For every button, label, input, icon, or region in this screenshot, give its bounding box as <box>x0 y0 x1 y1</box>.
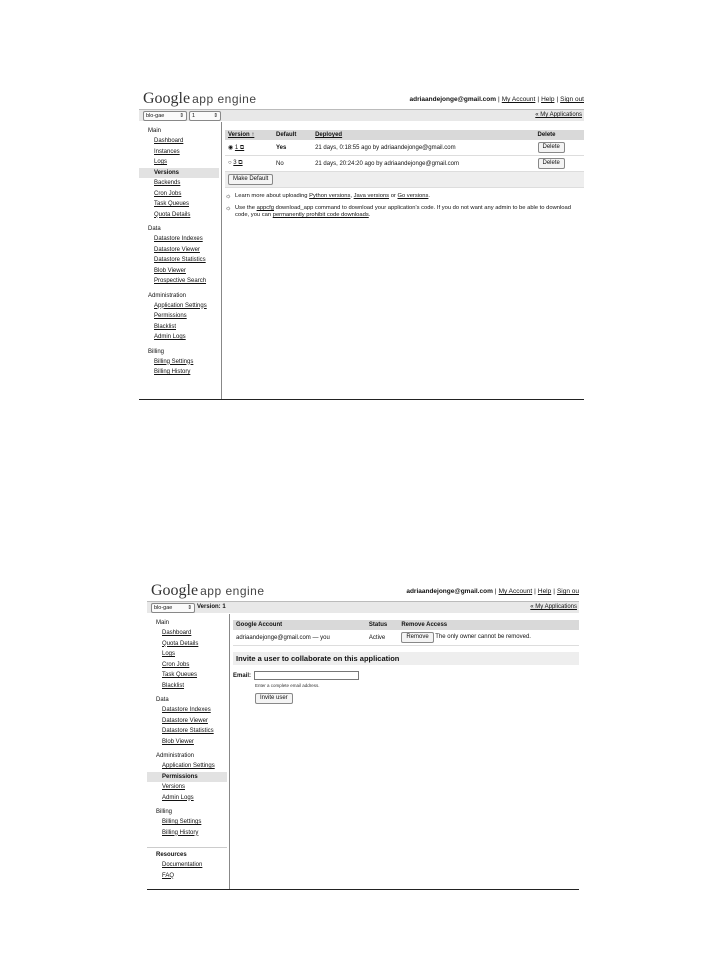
download-note: ☼ Use the appcfg download_app command to download your application's code. If you do not want any admin to be able to download code, you can permanently prohibit code downloads. <box>225 205 571 218</box>
sidebar-item-dashboard[interactable]: Dashboard <box>154 138 184 144</box>
sidebar-item-backends[interactable]: Backends <box>154 180 181 186</box>
sidebar-item-blob-viewer[interactable]: Blob Viewer <box>162 738 194 745</box>
deployed-column-header[interactable]: Deployed <box>312 130 534 140</box>
sidebar-item-billing-settings[interactable]: Billing Settings <box>162 819 202 825</box>
remove-access-column-header: Remove Access <box>398 620 579 630</box>
sidebar-group-administration: Administration <box>148 292 187 299</box>
table-row <box>225 140 584 156</box>
sign-out-link[interactable]: Sign ou <box>556 588 579 595</box>
my-applications-link[interactable]: « My Applications <box>530 604 577 610</box>
help-link[interactable]: Help <box>537 588 552 595</box>
table-header <box>225 130 584 140</box>
lightbulb-icon: ☼ <box>225 205 232 212</box>
sidebar-item-task-queues[interactable]: Task Queues <box>154 201 190 207</box>
sidebar-divider <box>221 122 222 400</box>
bottom-rule <box>139 399 584 400</box>
radio-selected-icon[interactable]: ◉ <box>228 144 234 151</box>
sidebar-item-versions[interactable]: Versions <box>162 784 186 790</box>
sidebar <box>139 122 219 400</box>
sidebar <box>147 614 227 890</box>
version-cell <box>225 140 273 156</box>
sidebar-item-blacklist[interactable]: Blacklist <box>162 682 185 689</box>
google-account-column-header: Google Account <box>233 620 366 630</box>
versions-screenshot <box>139 88 584 400</box>
table-header <box>233 620 579 630</box>
sidebar-item-cron-jobs[interactable]: Cron Jobs <box>154 190 182 197</box>
app-select[interactable]: blo-gae ⇕ <box>151 603 195 613</box>
deployed-cell: 21 days, 0:18:55 ago by adriaandejonge@gmail.com <box>312 140 534 156</box>
sidebar-group-administration: Administration <box>156 753 195 759</box>
top-links: adriaandejonge@gmail.com | My Account | Help | Sign out <box>409 96 584 103</box>
sidebar-group-main: Main <box>156 620 170 626</box>
default-cell: No <box>273 156 312 172</box>
table-row <box>233 630 579 646</box>
version-select[interactable]: 1 ⇕ <box>189 111 221 121</box>
deployed-cell: 21 days, 20:24:20 ago by adriaandejonge@gmail.com <box>312 156 534 172</box>
my-account-link[interactable]: My Account <box>501 96 536 103</box>
sidebar-item-versions[interactable]: Versions <box>139 168 219 179</box>
sidebar-item-datastore-statistics[interactable]: Datastore Statistics <box>154 257 206 263</box>
sidebar-item-prospective-search[interactable]: Prospective Search <box>154 278 207 284</box>
email-label: Email: <box>233 673 252 680</box>
delete-column-header: Delete <box>535 130 585 140</box>
sidebar-divider <box>229 614 230 890</box>
invite-button-row <box>255 693 579 704</box>
sidebar-item-quota-details[interactable]: Quota Details <box>162 640 199 647</box>
sidebar-item-datastore-statistics[interactable]: Datastore Statistics <box>162 728 214 734</box>
sidebar-group-data: Data <box>156 697 169 703</box>
sidebar-item-quota-details[interactable]: Quota Details <box>154 211 191 218</box>
sidebar-item-permissions[interactable]: Permissions <box>147 772 227 783</box>
version-link[interactable]: 3 ⧉ <box>233 160 243 166</box>
status-column-header: Status <box>366 620 398 630</box>
make-default-row <box>225 172 584 188</box>
sidebar-item-dashboard[interactable]: Dashboard <box>162 630 192 636</box>
my-applications-link[interactable]: « My Applications <box>535 112 582 118</box>
permissions-screenshot <box>147 580 579 890</box>
sign-out-link[interactable]: Sign out <box>560 96 584 103</box>
sidebar-item-admin-logs[interactable]: Admin Logs <box>154 334 186 340</box>
sidebar-item-datastore-viewer[interactable]: Datastore Viewer <box>154 246 200 253</box>
select-arrows-icon: ⇕ <box>187 605 192 611</box>
delete-cell <box>535 140 585 156</box>
owner-note: The only owner cannot be removed. <box>435 634 531 640</box>
sidebar-group-data: Data <box>148 226 161 232</box>
logo-appengine-text: app engine <box>200 584 265 598</box>
invite-user-button[interactable]: Invite user <box>255 693 293 704</box>
sidebar-item-datastore-indexes[interactable]: Datastore Indexes <box>162 707 211 713</box>
sidebar-item-cron-jobs[interactable]: Cron Jobs <box>162 661 190 668</box>
delete-button[interactable]: Delete <box>538 142 565 153</box>
sidebar-item-blacklist[interactable]: Blacklist <box>154 323 177 330</box>
sidebar-item-billing-history[interactable]: Billing History <box>154 369 191 375</box>
default-cell: Yes <box>273 140 312 156</box>
python-versions-link[interactable]: Python versions <box>309 193 351 199</box>
sidebar-item-task-queues[interactable]: Task Queues <box>162 672 198 678</box>
delete-button[interactable]: Delete <box>538 158 565 169</box>
default-column-header: Default <box>273 130 312 140</box>
sidebar-group-billing: Billing <box>156 809 173 815</box>
app-engine-logo[interactable] <box>143 90 257 108</box>
sidebar-item-datastore-viewer[interactable]: Datastore Viewer <box>162 717 208 724</box>
top-links: adriaandejonge@gmail.com | My Account | Help | Sign ou <box>406 588 579 595</box>
permissions-table <box>233 620 579 646</box>
email-field[interactable] <box>254 671 359 680</box>
sidebar-group-billing: Billing <box>148 348 165 355</box>
app-bar <box>139 109 584 121</box>
app-engine-logo[interactable] <box>151 582 265 600</box>
versions-panel <box>225 130 584 219</box>
versions-table <box>225 130 584 188</box>
bottom-rule <box>147 889 579 890</box>
sidebar-item-billing-history[interactable]: Billing History <box>162 829 199 836</box>
sidebar-item-datastore-indexes[interactable]: Datastore Indexes <box>154 236 203 242</box>
make-default-cell <box>225 172 584 188</box>
version-link[interactable]: 1 ⧉ <box>234 144 245 151</box>
sidebar-group-main: Main <box>148 128 162 134</box>
sidebar-item-permissions[interactable]: Permissions <box>154 313 187 319</box>
sidebar-item-instances[interactable]: Instances <box>154 148 180 155</box>
app-select[interactable]: blo-gae ⇕ <box>143 111 187 121</box>
sidebar-item-application-settings[interactable]: Application Settings <box>162 763 215 769</box>
logo-google-text: Google <box>151 582 199 599</box>
select-arrows-icon: ⇕ <box>213 113 218 119</box>
prohibit-downloads-link[interactable]: permanently prohibit code downloads <box>272 212 369 218</box>
sidebar-group-resources: Resources <box>147 847 227 860</box>
sidebar-item-application-settings[interactable]: Application Settings <box>154 302 207 309</box>
versions-note: ☼ Learn more about uploading Python versions, Java versions or Go versions. <box>225 193 431 200</box>
user-email: adriaandejonge@gmail.com <box>409 96 497 103</box>
select-arrows-icon: ⇕ <box>179 113 184 119</box>
logo-appengine-text: app engine <box>192 92 257 106</box>
remove-button[interactable]: Remove <box>401 632 433 643</box>
sidebar-item-logs[interactable]: Logs <box>154 159 168 165</box>
table-row <box>225 156 584 172</box>
sidebar-item-admin-logs[interactable]: Admin Logs <box>162 794 194 801</box>
version-cell <box>225 156 273 172</box>
my-account-link[interactable]: My Account <box>498 588 533 595</box>
logo-google-text: Google <box>143 90 191 107</box>
radio-unselected-icon[interactable]: ○ <box>228 160 232 166</box>
sidebar-item-faq[interactable]: FAQ <box>162 872 175 879</box>
account-cell: adriaandejonge@gmail.com — you <box>233 630 366 646</box>
invite-heading: Invite a user to collaborate on this application <box>233 652 579 665</box>
email-hint: Enter a complete email address. <box>255 683 320 688</box>
user-email: adriaandejonge@gmail.com <box>406 588 493 595</box>
sidebar-item-logs[interactable]: Logs <box>162 651 176 657</box>
delete-cell <box>535 156 585 172</box>
java-versions-link[interactable]: Java versions <box>353 193 390 199</box>
status-cell: Active <box>366 630 398 646</box>
sidebar-item-documentation[interactable]: Documentation <box>162 862 203 868</box>
make-default-button[interactable]: Make Default <box>228 174 273 185</box>
appcfg-link[interactable]: appcfg <box>256 205 274 211</box>
permissions-panel <box>233 620 579 704</box>
help-link[interactable]: Help <box>541 96 555 103</box>
version-label: Version: 1 <box>197 604 226 610</box>
email-field-row <box>233 671 579 680</box>
sidebar-item-billing-settings[interactable]: Billing Settings <box>154 358 194 365</box>
go-versions-link[interactable]: Go versions <box>397 193 429 199</box>
sidebar-item-blob-viewer[interactable]: Blob Viewer <box>154 267 186 274</box>
remove-cell <box>398 630 579 646</box>
version-column-header[interactable]: Version ↑ <box>225 130 273 140</box>
app-bar <box>147 601 579 613</box>
lightbulb-icon: ☼ <box>225 193 232 200</box>
